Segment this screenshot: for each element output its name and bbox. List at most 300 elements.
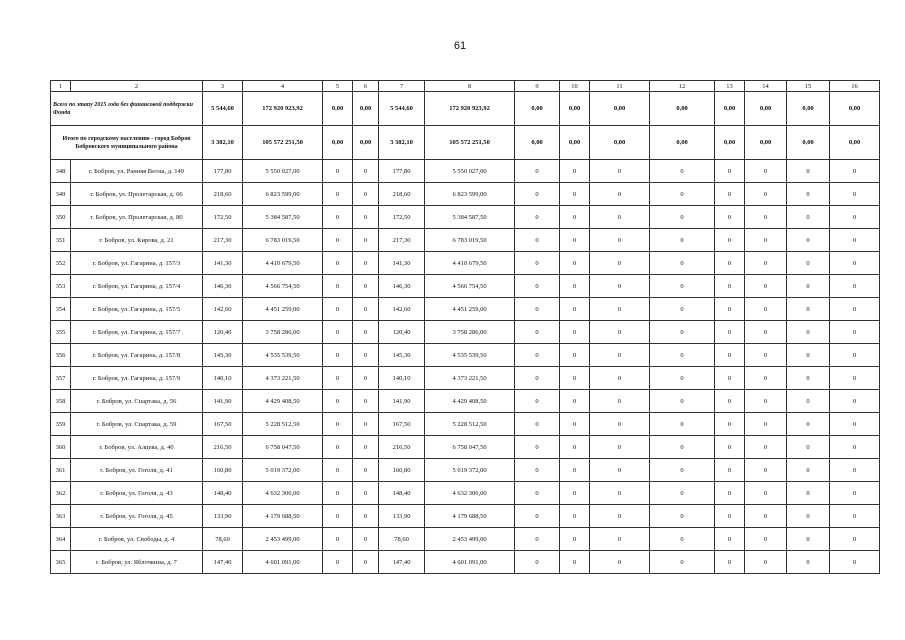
cost-cell: 4 373 221,50 [243,367,323,390]
value-cell: 0 [590,275,650,298]
value-cell: 0 [715,436,745,459]
cost-cell: 4 566 754,50 [425,275,515,298]
row-number-cell: 365 [51,551,71,574]
cost-cell: 4 601 091,00 [425,551,515,574]
value-cell: 0 [515,183,560,206]
table-row [51,344,880,367]
row-number-cell: 357 [51,367,71,390]
value-cell: 0 [560,528,590,551]
value-cell: 0 [787,367,830,390]
value-cell: 0 [323,436,353,459]
value-cell: 0 [787,505,830,528]
value-cell: 0 [745,206,787,229]
summary-value-cell: 0,00 [650,92,715,126]
table-row [51,206,880,229]
address-cell: г. Бобров, ул. Гагарина, д. 157/9 [71,367,203,390]
value-cell: 0 [745,528,787,551]
address-cell: г. Бобров, ул. Ранняя Весна, д. 149 [71,160,203,183]
address-cell: г. Бобров, ул. Пролетарская, д. 66 [71,183,203,206]
area-cell: 78,60 [379,528,425,551]
value-cell: 0 [590,459,650,482]
row-number-cell: 349 [51,183,71,206]
column-number-cell: 16 [830,81,880,92]
cost-cell: 5 228 512,50 [425,413,515,436]
value-cell: 0 [830,528,880,551]
area-cell: 120,40 [379,321,425,344]
table-row [51,505,880,528]
area-cell: 146,30 [379,275,425,298]
column-number-cell: 13 [715,81,745,92]
value-cell: 0 [745,275,787,298]
value-cell: 0 [650,252,715,275]
value-cell: 0 [590,206,650,229]
value-cell: 0 [323,298,353,321]
value-cell: 0 [590,505,650,528]
summary-value-cell: 172 920 923,92 [243,92,323,126]
column-number-cell: 4 [243,81,323,92]
value-cell: 0 [715,459,745,482]
cost-cell: 5 019 372,00 [243,459,323,482]
cost-cell: 4 535 539,50 [243,344,323,367]
summary-value-cell: 105 572 251,50 [425,126,515,160]
column-number-cell: 1 [51,81,71,92]
area-cell: 172,50 [203,206,243,229]
address-cell: г. Бобров, ул. Гагарина, д. 157/4 [71,275,203,298]
cost-cell: 3 758 286,00 [243,321,323,344]
value-cell: 0 [323,229,353,252]
column-number-cell: 9 [515,81,560,92]
address-cell: г. Бобров, ул. Свободы, д. 4 [71,528,203,551]
value-cell: 0 [830,482,880,505]
value-cell: 0 [560,344,590,367]
value-cell: 0 [745,344,787,367]
summary-value-cell: 105 572 251,50 [243,126,323,160]
area-cell: 141,30 [379,252,425,275]
area-cell: 141,90 [203,390,243,413]
cost-cell: 4 373 221,50 [425,367,515,390]
row-number-cell: 364 [51,528,71,551]
area-cell: 145,30 [379,344,425,367]
value-cell: 0 [715,505,745,528]
value-cell: 0 [560,436,590,459]
table-row [51,160,880,183]
cost-cell: 5 019 372,00 [425,459,515,482]
cost-cell: 6 783 019,50 [425,229,515,252]
area-cell: 147,40 [379,551,425,574]
value-cell: 0 [323,206,353,229]
value-cell: 0 [590,298,650,321]
area-cell: 78,60 [203,528,243,551]
value-cell: 0 [590,367,650,390]
value-cell: 0 [353,551,379,574]
value-cell: 0 [830,298,880,321]
row-number-cell: 360 [51,436,71,459]
area-cell: 133,90 [203,505,243,528]
cost-cell: 4 410 679,50 [425,252,515,275]
address-cell: г. Бобров, ул. Спартака, д. 56 [71,390,203,413]
value-cell: 0 [560,505,590,528]
value-cell: 0 [745,459,787,482]
table-row [51,482,880,505]
row-number-cell: 363 [51,505,71,528]
value-cell: 0 [787,252,830,275]
row-number-cell: 359 [51,413,71,436]
value-cell: 0 [650,298,715,321]
value-cell: 0 [515,436,560,459]
value-cell: 0 [353,528,379,551]
value-cell: 0 [515,298,560,321]
value-cell: 0 [787,528,830,551]
column-number-cell: 10 [560,81,590,92]
value-cell: 0 [353,390,379,413]
value-cell: 0 [590,229,650,252]
summary-value-cell: 172 920 923,92 [425,92,515,126]
column-number-cell: 14 [745,81,787,92]
column-number-cell: 5 [323,81,353,92]
value-cell: 0 [715,344,745,367]
value-cell: 0 [787,160,830,183]
cost-cell: 5 384 587,50 [243,206,323,229]
summary-value-cell: 0,00 [650,126,715,160]
value-cell: 0 [787,321,830,344]
value-cell: 0 [830,206,880,229]
value-cell: 0 [560,367,590,390]
value-cell: 0 [787,298,830,321]
cost-cell: 4 632 306,00 [243,482,323,505]
cost-cell: 5 550 027,00 [425,160,515,183]
value-cell: 0 [745,252,787,275]
address-cell: г. Бобров, ул. Гоголя, д. 41 [71,459,203,482]
cost-cell: 5 550 027,00 [243,160,323,183]
summary-value-cell: 0,00 [323,92,353,126]
value-cell: 0 [650,459,715,482]
summary-value-cell: 0,00 [745,92,787,126]
column-number-cell: 11 [590,81,650,92]
value-cell: 0 [515,505,560,528]
address-cell: г. Бобров, ул. Гагарина, д. 157/5 [71,298,203,321]
value-cell: 0 [323,183,353,206]
area-cell: 177,80 [203,160,243,183]
table-row [51,390,880,413]
value-cell: 0 [323,551,353,574]
cost-cell: 6 758 047,50 [243,436,323,459]
table-row [51,275,880,298]
value-cell: 0 [353,367,379,390]
summary-row [51,126,880,160]
column-number-cell: 3 [203,81,243,92]
value-cell: 0 [353,206,379,229]
value-cell: 0 [353,459,379,482]
value-cell: 0 [830,367,880,390]
value-cell: 0 [650,413,715,436]
cost-cell: 5 228 512,50 [243,413,323,436]
row-number-cell: 350 [51,206,71,229]
column-number-cell: 12 [650,81,715,92]
cost-cell: 4 179 688,50 [425,505,515,528]
area-cell: 160,80 [203,459,243,482]
table-row [51,528,880,551]
value-cell: 0 [715,298,745,321]
value-cell: 0 [830,183,880,206]
value-cell: 0 [353,229,379,252]
cost-cell: 4 429 408,50 [425,390,515,413]
value-cell: 0 [515,252,560,275]
table-row [51,229,880,252]
value-cell: 0 [590,252,650,275]
value-cell: 0 [323,160,353,183]
column-number-cell: 2 [71,81,203,92]
value-cell: 0 [830,252,880,275]
value-cell: 0 [515,390,560,413]
row-number-cell: 358 [51,390,71,413]
column-number-cell: 15 [787,81,830,92]
value-cell: 0 [715,160,745,183]
value-cell: 0 [515,206,560,229]
value-cell: 0 [560,482,590,505]
value-cell: 0 [515,344,560,367]
value-cell: 0 [560,551,590,574]
value-cell: 0 [787,482,830,505]
row-number-cell: 362 [51,482,71,505]
area-cell: 142,60 [379,298,425,321]
value-cell: 0 [715,229,745,252]
value-cell: 0 [830,436,880,459]
value-cell: 0 [323,482,353,505]
row-number-cell: 361 [51,459,71,482]
area-cell: 148,40 [203,482,243,505]
address-cell: г. Бобров, ул. Гагарина, д. 157/7 [71,321,203,344]
value-cell: 0 [515,482,560,505]
value-cell: 0 [745,229,787,252]
value-cell: 0 [745,160,787,183]
value-cell: 0 [353,275,379,298]
value-cell: 0 [515,413,560,436]
value-cell: 0 [787,459,830,482]
value-cell: 0 [323,505,353,528]
table-row [51,252,880,275]
value-cell: 0 [515,229,560,252]
value-cell: 0 [830,413,880,436]
value-cell: 0 [353,321,379,344]
value-cell: 0 [353,298,379,321]
value-cell: 0 [830,229,880,252]
column-number-row [51,81,880,92]
cost-cell: 4 451 259,00 [425,298,515,321]
value-cell: 0 [560,459,590,482]
cost-cell: 2 453 499,00 [243,528,323,551]
column-number-cell: 6 [353,81,379,92]
cost-cell: 2 453 499,00 [425,528,515,551]
value-cell: 0 [715,183,745,206]
summary-label: Всего по этапу 2015 года без финансовой поддержки Фонда [51,92,203,126]
area-cell: 120,40 [203,321,243,344]
value-cell: 0 [560,390,590,413]
value-cell: 0 [650,183,715,206]
area-cell: 140,10 [203,367,243,390]
value-cell: 0 [715,528,745,551]
value-cell: 0 [323,344,353,367]
summary-value-cell: 3 382,10 [203,126,243,160]
value-cell: 0 [323,275,353,298]
summary-value-cell: 0,00 [715,126,745,160]
column-number-cell: 8 [425,81,515,92]
address-cell: г. Бобров, ул. Спартака, д. 59 [71,413,203,436]
value-cell: 0 [745,367,787,390]
value-cell: 0 [353,252,379,275]
value-cell: 0 [650,436,715,459]
value-cell: 0 [353,505,379,528]
cost-cell: 4 451 259,00 [243,298,323,321]
summary-label: Итого по городскому населению - город Бобров Бобровского муниципального района [51,126,203,160]
table-row [51,298,880,321]
row-number-cell: 354 [51,298,71,321]
summary-value-cell: 5 544,60 [379,92,425,126]
row-number-cell: 351 [51,229,71,252]
value-cell: 0 [515,528,560,551]
value-cell: 0 [830,390,880,413]
area-cell: 217,30 [379,229,425,252]
area-cell: 142,60 [203,298,243,321]
cost-cell: 6 823 599,00 [425,183,515,206]
value-cell: 0 [715,413,745,436]
value-cell: 0 [830,344,880,367]
area-cell: 145,30 [203,344,243,367]
table-body [51,81,880,574]
value-cell: 0 [787,275,830,298]
area-cell: 167,50 [379,413,425,436]
value-cell: 0 [745,183,787,206]
value-cell: 0 [560,413,590,436]
cost-cell: 4 566 754,50 [243,275,323,298]
area-cell: 160,80 [379,459,425,482]
address-cell: г. Бобров, ул. Гагарина, д. 157/8 [71,344,203,367]
value-cell: 0 [715,321,745,344]
value-cell: 0 [715,206,745,229]
table-row [51,367,880,390]
table-row [51,321,880,344]
value-cell: 0 [590,183,650,206]
cost-cell: 6 758 047,50 [425,436,515,459]
value-cell: 0 [353,160,379,183]
row-number-cell: 355 [51,321,71,344]
summary-value-cell: 0,00 [323,126,353,160]
value-cell: 0 [515,275,560,298]
housing-program-table [50,80,880,574]
value-cell: 0 [745,482,787,505]
value-cell: 0 [787,206,830,229]
summary-value-cell: 0,00 [515,126,560,160]
area-cell: 146,30 [203,275,243,298]
value-cell: 0 [560,183,590,206]
row-number-cell: 356 [51,344,71,367]
value-cell: 0 [590,321,650,344]
value-cell: 0 [787,344,830,367]
area-cell: 217,30 [203,229,243,252]
value-cell: 0 [590,344,650,367]
value-cell: 0 [560,321,590,344]
summary-value-cell: 0,00 [560,92,590,126]
area-cell: 218,60 [379,183,425,206]
row-number-cell: 353 [51,275,71,298]
value-cell: 0 [353,183,379,206]
value-cell: 0 [353,436,379,459]
area-cell: 133,90 [379,505,425,528]
value-cell: 0 [560,275,590,298]
value-cell: 0 [650,160,715,183]
value-cell: 0 [787,551,830,574]
value-cell: 0 [787,229,830,252]
summary-value-cell: 0,00 [715,92,745,126]
value-cell: 0 [650,321,715,344]
value-cell: 0 [715,551,745,574]
value-cell: 0 [715,275,745,298]
value-cell: 0 [590,160,650,183]
value-cell: 0 [745,298,787,321]
column-number-cell: 7 [379,81,425,92]
value-cell: 0 [353,482,379,505]
cost-cell: 4 179 688,50 [243,505,323,528]
value-cell: 0 [515,321,560,344]
summary-value-cell: 0,00 [353,92,379,126]
value-cell: 0 [590,528,650,551]
value-cell: 0 [323,252,353,275]
cost-cell: 4 535 539,50 [425,344,515,367]
value-cell: 0 [560,229,590,252]
summary-value-cell: 0,00 [787,126,830,160]
value-cell: 0 [787,413,830,436]
value-cell: 0 [515,551,560,574]
area-cell: 167,50 [203,413,243,436]
summary-value-cell: 3 382,10 [379,126,425,160]
value-cell: 0 [650,344,715,367]
area-cell: 177,80 [379,160,425,183]
cost-cell: 4 632 306,00 [425,482,515,505]
value-cell: 0 [323,459,353,482]
cost-cell: 4 429 408,50 [243,390,323,413]
value-cell: 0 [830,505,880,528]
table-row [51,413,880,436]
value-cell: 0 [715,390,745,413]
table-row [51,436,880,459]
value-cell: 0 [650,482,715,505]
summary-value-cell: 0,00 [353,126,379,160]
value-cell: 0 [650,505,715,528]
value-cell: 0 [650,367,715,390]
value-cell: 0 [745,505,787,528]
cost-cell: 4 410 679,50 [243,252,323,275]
area-cell: 141,90 [379,390,425,413]
area-cell: 141,30 [203,252,243,275]
value-cell: 0 [715,482,745,505]
summary-value-cell: 0,00 [745,126,787,160]
value-cell: 0 [715,252,745,275]
row-number-cell: 352 [51,252,71,275]
address-cell: г. Бобров, ул. Гоголя, д. 43 [71,482,203,505]
summary-value-cell: 0,00 [590,92,650,126]
value-cell: 0 [323,390,353,413]
cost-cell: 6 823 599,00 [243,183,323,206]
address-cell: г. Бобров, ул. Гоголя, д. 45 [71,505,203,528]
address-cell: г. Бобров, ул. Яблочкина, д. 7 [71,551,203,574]
value-cell: 0 [515,160,560,183]
value-cell: 0 [745,390,787,413]
value-cell: 0 [745,436,787,459]
value-cell: 0 [560,298,590,321]
value-cell: 0 [650,229,715,252]
value-cell: 0 [515,367,560,390]
value-cell: 0 [787,390,830,413]
value-cell: 0 [590,436,650,459]
